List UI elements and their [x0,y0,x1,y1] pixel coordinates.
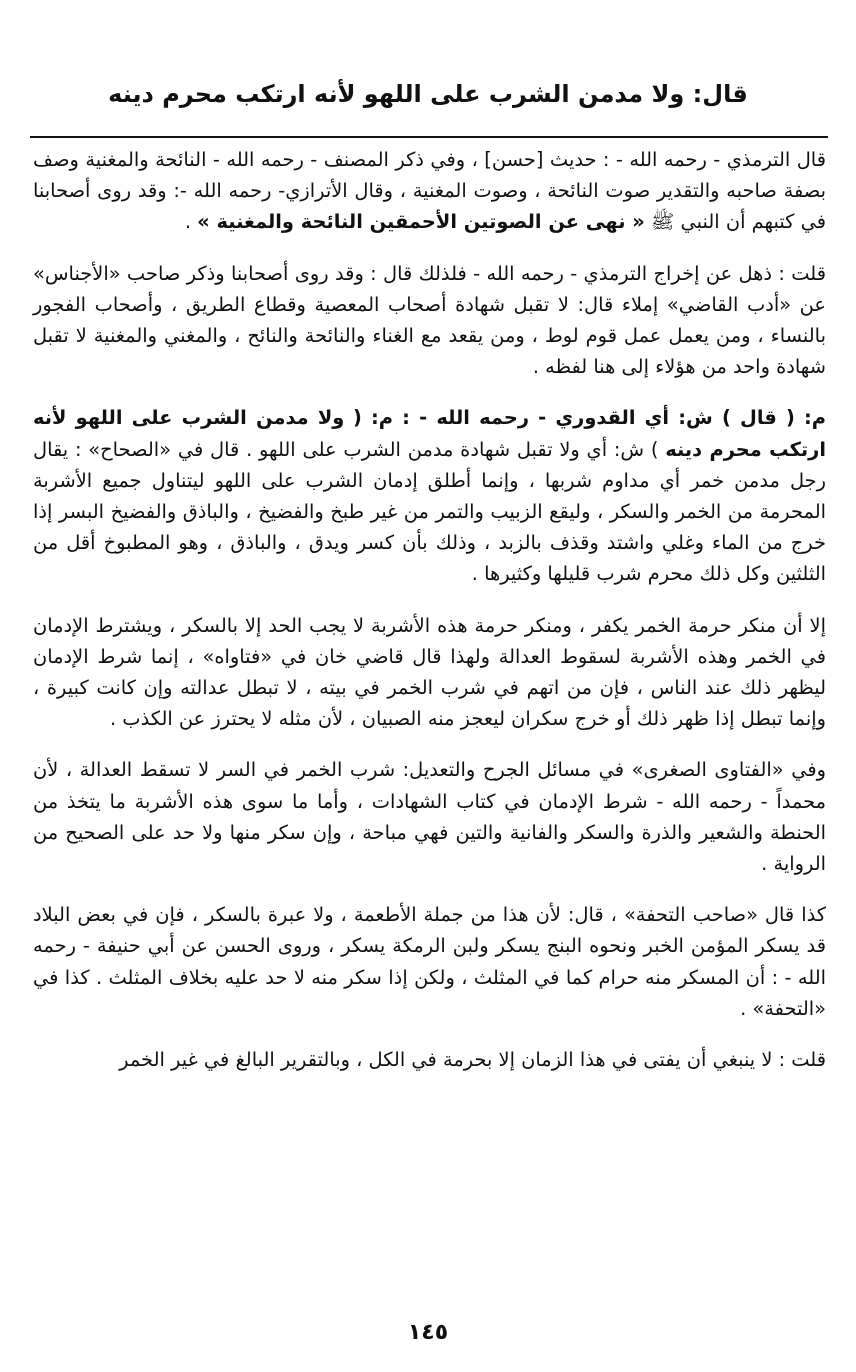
paragraph [33,144,826,238]
paragraph [33,1044,826,1075]
paragraph [33,402,826,589]
header-rule [30,136,828,138]
paragraph [33,754,826,879]
paragraph-text: إلا أن منكر حرمة الخمر يكفر ، ومنكر حرمة هذه الأشربة لا يجب الحد إلا بالسكر ، ويشترط الإدمان في الخمر وهذه الأشربة لسقوط العدالة ولهذا قال قاضي خان في «فتاواه» ، إنما شرط الإدمان ليظهر ذلك عند الناس ، فإن من اتهم في شرب الخمر في بيته ، لا تبطل عدالته وإن كانت كبيرة ، وإنما تبطل إذا ظهر ذلك أو خرج سكران ليعجز منه الصبيان ، لأن مثله لا يحترز عن الكذب . [33,613,826,731]
paragraph-text: قال الترمذي - رحمه الله - : حديث [حسن] ، وفي ذكر المصنف - رحمه الله - النائحة والمغنية وصف بصفة صاحبه والتقدير صوت النائحة ، وصوت المغنية ، وقال الأترازي- رحمه الله -: وقد روى أصحابنا في كتبهم أن النبي ﷺ [33,148,826,234]
paragraph [33,258,826,383]
matn-quote: ولا مدمن الشرب على اللهو لأنه ارتكب محرم دينه [33,406,826,461]
page-number: ١٤٥ [407,1320,449,1345]
paragraph [33,899,826,1024]
hadith-quote: « نهى عن الصوتين الأحمقين النائحة والمغنية » [197,210,645,234]
paragraph-text: م: ( قال ) ش: أي القدوري - رحمه الله - : م: ( [352,406,826,430]
paragraph-text: كذا قال «صاحب التحفة» ، قال: لأن هذا من جملة الأطعمة ، ولا عبرة بالسكر ، فإن في بعض البلاد قد يسكر المؤمن الخبر ونحوه البنج يسكر ولبن الرمكة يسكر ، وروى الحسن عن أبي حنيفة - رحمه الله - : أن المسكر منه حرام كما في المثلث ، ولكن إذا سكر منه لا حد عليه بخلاف المثلث . كذا في «التحفة» . [33,903,826,1020]
paragraph-text: وفي «الفتاوى الصغرى» في مسائل الجرح والتعديل: شرب الخمر في السر لا تسقط العدالة ، لأن محمداً - رحمه الله - شرط الإدمان في كتاب الشهادات ، وأما ما سوى هذه الأشربة ما يتخذ من الحنطة والشعير والذرة والسكر والفانية والتين فهي مباحة ، وإن سكر منها ولا حد على الصحيح من الرواية . [33,758,826,876]
paragraph-text: ) ش: أي ولا تقبل شهادة مدمن الشرب على اللهو . قال في «الصحاح» : يقال رجل مدمن خمر أي مداوم شربها ، وإنما أطلق إدمان الشرب على اللهو ليتناول جميع الأشربة المحرمة من الخمر والسكر ، وليقع الزبيب والتمر من غير طبخ والفضيخ ، والباذق والفضيخ البسر إذا خرج من الماء وغلي واشتد وقذف بالزبد ، وذلك بأن كسر ويدق ، والباذق ، وهو المطبوخ أقل من الثلثين وكل ذلك محرم شرب قليلها وكثيرها . [33,437,826,586]
running-head: قال: ولا مدمن الشرب على اللهو لأنه ارتكب محرم دينه [108,80,748,108]
paragraph [33,610,826,735]
paragraph-text: . [184,210,191,234]
paragraph-text: قلت : لا ينبغي أن يفتى في هذا الزمان إلا بحرمة في الكل ، وبالتقرير البالغ في غير الخمر [119,1048,826,1072]
page-body [33,144,826,1095]
paragraph-text: قلت : ذهل عن إخراج الترمذي - رحمه الله - فلذلك قال : وقد روى أصحابنا وذكر صاحب «الأجناس» عن «أدب القاضي» إملاء قال: لا تقبل شهادة أصحاب المعصية وقطاع الطريق ، وأصحاب الفجور بالنساء ، ومن يعمل عمل قوم لوط ، ومن يقعد مع الغناء والنائحة والنائح ، والمغني والمغنية لا تقبل شهادة واحد من هؤلاء إلى هنا لفظه . [33,261,826,379]
